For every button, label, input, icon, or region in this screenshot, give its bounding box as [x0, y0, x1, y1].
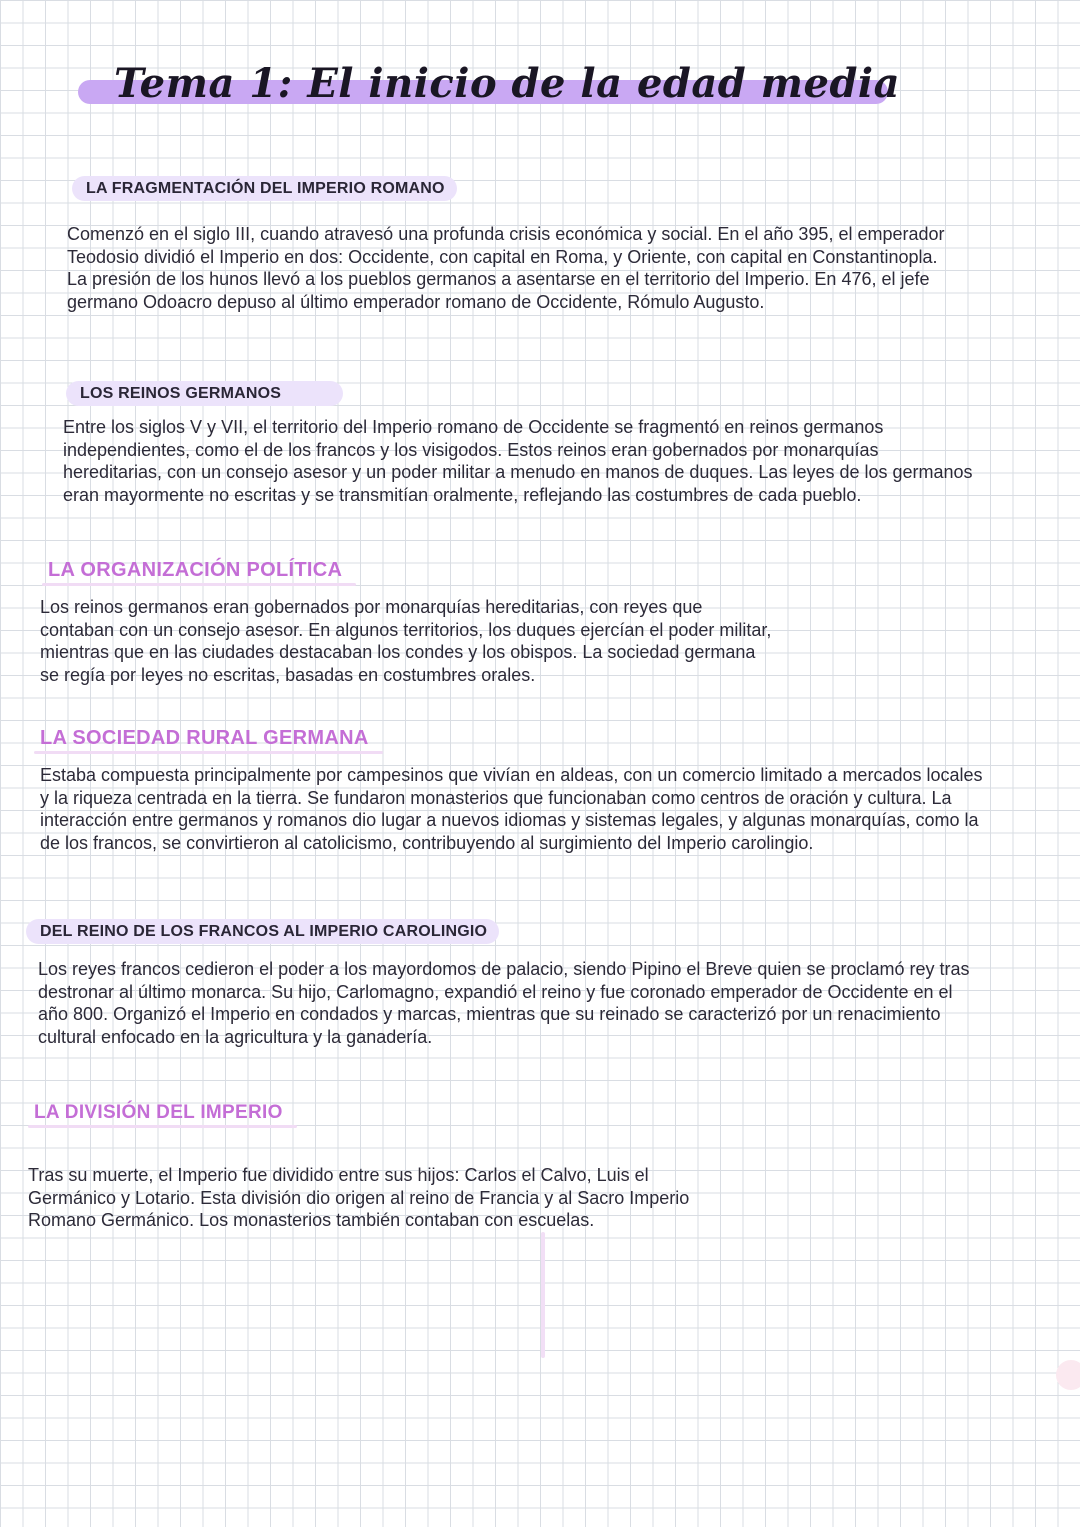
section-heading-organizacion-politica: LA ORGANIZACIÓN POLÍTICA: [48, 559, 343, 581]
section-heading-reino-francos: DEL REINO DE LOS FRANCOS AL IMPERIO CAROLINGIO: [26, 919, 499, 944]
section-body-organizacion-politica: Los reinos germanos eran gobernados por monarquías hereditarias, con reyes que contaban con un consejo asesor. En algunos territorios, los duques ejercían el poder militar, mientras que en las ciudades destacaban los condes y los obispos. La sociedad germana se regía por leyes no escritas, basadas en costumbres orales.: [40, 597, 772, 685]
decorative-dot: [1056, 1360, 1080, 1390]
section-body-fragmentacion: Comenzó en el siglo III, cuando atravesó una profunda crisis económica y social. En el año 395, el emperador Teodosio dividió el Imperio en dos: Occidente, con capital en Roma, y Oriente, con capital en Constantinopla. La presión de los hunos llevó a los pueblos germanos a asentarse en el territorio del Imperio. En 476, el jefe germano Odoacro depuso al último emperador romano de Occidente, Rómulo Augusto.: [67, 224, 945, 312]
section-body-reinos-germanos: Entre los siglos V y VII, el territorio del Imperio romano de Occidente se fragmentó en reinos germanos independientes, como el de los francos y los visigodos. Estos reinos eran gobernados por monarquías hereditarias, con un consejo asesor y un poder militar a menudo en manos de duques. Las leyes de los germanos eran mayormente no escritas y se transmitían oralmente, reflejando las costumbres de cada pueblo.: [63, 417, 973, 505]
section-heading-reinos-germanos: LOS REINOS GERMANOS: [66, 381, 343, 406]
section-heading-sociedad-rural: LA SOCIEDAD RURAL GERMANA: [40, 727, 369, 749]
section-body-division-imperio: Tras su muerte, el Imperio fue dividido entre sus hijos: Carlos el Calvo, Luis el Germánico y Lotario. Esta división dio origen al reino de Francia y al Sacro Imperio Romano Germánico. Los monasterios también contaban con escuelas.: [28, 1165, 690, 1231]
page-title: Tema 1: El inicio de la edad media: [114, 60, 901, 107]
section-body-reino-francos: Los reyes francos cedieron el poder a los mayordomos de palacio, siendo Pipino el Breve quien se proclamó rey tras destronar al último monarca. Su hijo, Carlomagno, expandió el reino y fue coronado emperador de Occidente en el año 800. Organizó el Imperio en condados y marcas, mientras que su reinado se caracterizó por un renacimiento cultural enfocado en la agricultura y la ganadería.: [38, 959, 970, 1047]
title-block: [78, 60, 901, 122]
decorative-stroke: [541, 1232, 545, 1358]
section-heading-fragmentacion: LA FRAGMENTACIÓN DEL IMPERIO ROMANO: [72, 176, 457, 201]
section-body-sociedad-rural: Estaba compuesta principalmente por campesinos que vivían en aldeas, con un comercio limitado a mercados locales y la riqueza centrada en la tierra. Se fundaron monasterios que funcionaban como centros de oración y cultura. La interacción entre germanos y romanos dio lugar a nuevos idiomas y sistemas legales, y algunas monarquías, como la de los francos, se convirtieron al catolicismo, contribuyendo al surgimiento del Imperio carolingio.: [40, 765, 983, 853]
section-heading-division-imperio: LA DIVISIÓN DEL IMPERIO: [34, 1102, 283, 1123]
